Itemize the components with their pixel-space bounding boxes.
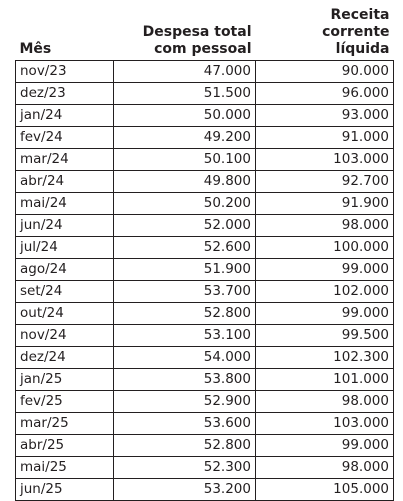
cell-mes: jan/24	[16, 105, 114, 127]
table-row	[16, 413, 394, 435]
header-mes	[16, 7, 114, 61]
cell-mes: out/24	[16, 303, 114, 325]
cell-receita: 99.500	[256, 325, 394, 347]
table-body	[16, 61, 394, 501]
cell-mes: ago/24	[16, 259, 114, 281]
table-header	[16, 7, 394, 61]
cell-mes: mar/25	[16, 413, 114, 435]
header-receita-line1: Receita corrente	[322, 7, 390, 40]
table-row	[16, 281, 394, 303]
cell-despesa: 47.000	[114, 61, 256, 83]
cell-receita: 102.000	[256, 281, 394, 303]
table-row	[16, 105, 394, 127]
table-row	[16, 237, 394, 259]
cell-despesa: 52.600	[114, 237, 256, 259]
cell-despesa: 49.200	[114, 127, 256, 149]
cell-mes: abr/24	[16, 171, 114, 193]
cell-receita: 90.000	[256, 61, 394, 83]
table-row	[16, 391, 394, 413]
cell-receita: 103.000	[256, 413, 394, 435]
cell-despesa: 52.800	[114, 303, 256, 325]
cell-receita: 103.000	[256, 149, 394, 171]
table-row	[16, 127, 394, 149]
header-receita	[256, 7, 394, 61]
cell-receita: 91.900	[256, 193, 394, 215]
header-row	[16, 7, 394, 61]
cell-receita: 99.000	[256, 259, 394, 281]
cell-despesa: 51.500	[114, 83, 256, 105]
cell-despesa: 50.000	[114, 105, 256, 127]
cell-mes: mar/24	[16, 149, 114, 171]
cell-mes: dez/23	[16, 83, 114, 105]
table-row	[16, 149, 394, 171]
cell-despesa: 53.100	[114, 325, 256, 347]
cell-receita: 98.000	[256, 391, 394, 413]
cell-mes: dez/24	[16, 347, 114, 369]
cell-receita: 99.000	[256, 303, 394, 325]
cell-receita: 98.000	[256, 215, 394, 237]
cell-receita: 98.000	[256, 457, 394, 479]
cell-despesa: 52.000	[114, 215, 256, 237]
table-row	[16, 61, 394, 83]
cell-receita: 102.300	[256, 347, 394, 369]
header-despesa	[114, 7, 256, 61]
table-row	[16, 171, 394, 193]
cell-mes: fev/24	[16, 127, 114, 149]
table-row	[16, 479, 394, 501]
cell-mes: set/24	[16, 281, 114, 303]
table-row	[16, 435, 394, 457]
cell-receita: 91.000	[256, 127, 394, 149]
cell-mes: nov/23	[16, 61, 114, 83]
cell-receita: 92.700	[256, 171, 394, 193]
cell-despesa: 53.800	[114, 369, 256, 391]
table-row	[16, 215, 394, 237]
cell-despesa: 50.100	[114, 149, 256, 171]
cell-mes: jun/24	[16, 215, 114, 237]
data-table	[15, 7, 394, 501]
cell-despesa: 52.300	[114, 457, 256, 479]
table-row	[16, 259, 394, 281]
cell-receita: 105.000	[256, 479, 394, 501]
cell-receita: 96.000	[256, 83, 394, 105]
cell-despesa: 53.700	[114, 281, 256, 303]
cell-despesa: 53.200	[114, 479, 256, 501]
cell-mes: jan/25	[16, 369, 114, 391]
cell-mes: mai/25	[16, 457, 114, 479]
cell-despesa: 53.600	[114, 413, 256, 435]
cell-despesa: 52.800	[114, 435, 256, 457]
table-row	[16, 457, 394, 479]
cell-despesa: 51.900	[114, 259, 256, 281]
cell-mes: fev/25	[16, 391, 114, 413]
cell-mes: abr/25	[16, 435, 114, 457]
cell-mes: mai/24	[16, 193, 114, 215]
cell-mes: jun/25	[16, 479, 114, 501]
cell-mes: jul/24	[16, 237, 114, 259]
cell-despesa: 54.000	[114, 347, 256, 369]
table-row	[16, 303, 394, 325]
cell-receita: 101.000	[256, 369, 394, 391]
cell-receita: 100.000	[256, 237, 394, 259]
cell-despesa: 50.200	[114, 193, 256, 215]
header-receita-line2: líquida	[335, 41, 390, 57]
table-row	[16, 369, 394, 391]
cell-despesa: 52.900	[114, 391, 256, 413]
table-row	[16, 193, 394, 215]
cell-despesa: 49.800	[114, 171, 256, 193]
cell-receita: 99.000	[256, 435, 394, 457]
header-despesa-line1: Despesa total	[142, 24, 252, 40]
header-despesa-line2: com pessoal	[154, 41, 252, 57]
cell-mes: nov/24	[16, 325, 114, 347]
table-row	[16, 347, 394, 369]
header-mes-label: Mês	[19, 41, 52, 57]
cell-receita: 93.000	[256, 105, 394, 127]
table-row	[16, 325, 394, 347]
table-row	[16, 83, 394, 105]
